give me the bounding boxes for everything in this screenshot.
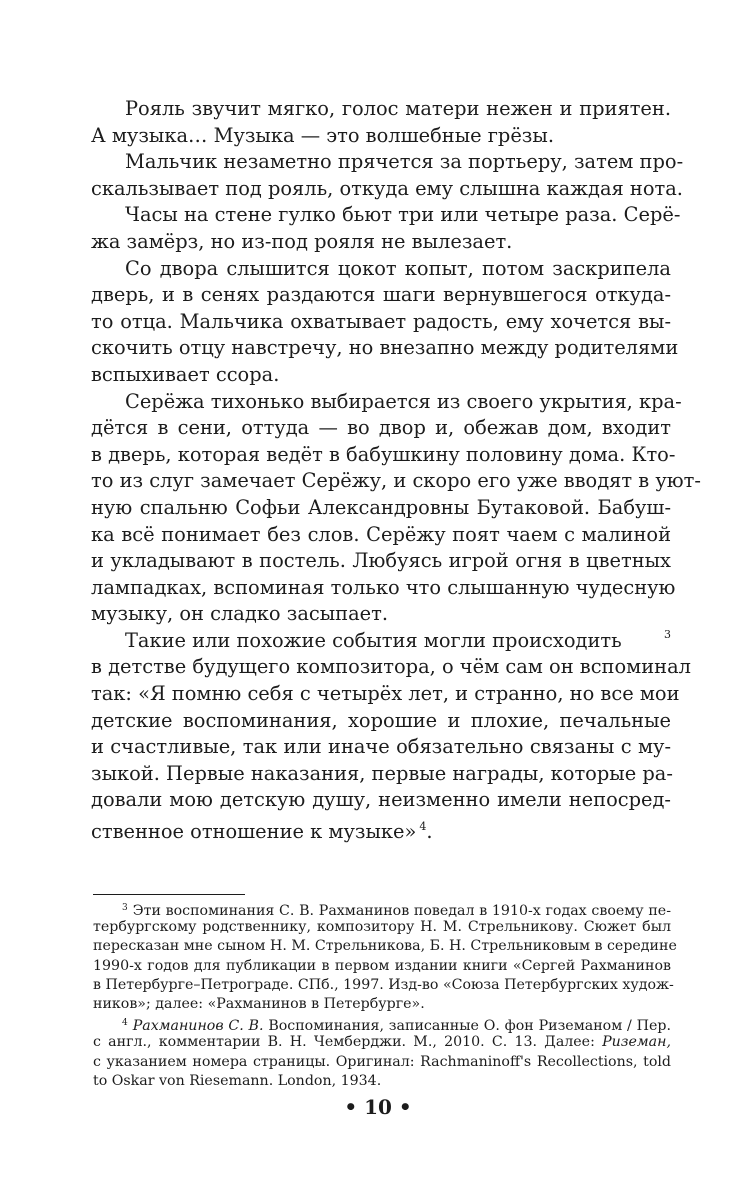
text-line: Рояль звучит мягко, голос матери нежен и приятен.	[125, 97, 671, 120]
text-line: зыкой. Первые наказания, первые награды, которые ра-	[91, 761, 673, 785]
footnote-line: в Петербурге–Петрограде. СПб., 1997. Изд-во «Союза Петербургских худож-	[93, 976, 674, 993]
footnote-line: to Oskar von Riesemann. London, 1934.	[93, 1072, 382, 1089]
text-line-content: ственное отношение к музыке»	[91, 820, 417, 844]
text-line	[91, 628, 671, 655]
text-line-content: Такие или похожие события могли происходить	[125, 628, 622, 652]
footnote-line: ников»; далее: «Рахманинов в Петербурге».	[93, 995, 425, 1012]
text-line: Со двора слышится цокот копыт, потом заскрипела	[125, 256, 671, 280]
footnote-author: Рахманинов С. В.	[132, 1018, 264, 1035]
footnote-line: пересказан мне сыном Н. М. Стрельникова, Б. Н. Стрельниковым в середине	[93, 938, 677, 955]
text-line: то отца. Мальчика охватывает радость, ему хочется вы-	[91, 309, 671, 333]
footnote-line	[93, 1014, 671, 1033]
footnote-line	[93, 1033, 671, 1052]
footnote-italic-text: Риземан,	[602, 1034, 671, 1051]
text-line: в дверь, которая ведёт в бабушкину половину дома. Кто-	[91, 442, 676, 466]
text-line: дверь, и в сенях раздаются шаги вернувшегося откуда-	[91, 283, 671, 307]
text-line: Часы на стене гулко бьют три или четыре раза. Серё-	[125, 203, 681, 227]
text-line: ственное отношение к музыке» $^4$.	[91, 820, 433, 844]
margin-footnote-mark: 3	[664, 627, 671, 641]
footnote-number: 4	[122, 1018, 128, 1029]
text-line: и укладывают в постель. Любуясь игрой огня в цветных	[91, 549, 671, 573]
text-line: жа замёрз, но из-под рояля не вылезает.	[91, 229, 513, 253]
text-line: ную спальню Софьи Александровны Бутаковой. Бабуш-	[91, 495, 671, 519]
footnote-line: тербургскому родственнику, композитору Н. М. Стрельникову. Сюжет был	[93, 919, 671, 936]
footnote-text: Воспоминания, записанные О. фон Риземаном / Пер.	[268, 1018, 671, 1035]
text-line: дётся в сени, оттуда — во двор и, обежав дом, входит	[91, 416, 671, 440]
text-line: в детстве будущего композитора, о чём сам он вспоминал	[91, 655, 691, 679]
text-line: скочить отцу навстречу, но внезапно между родителями	[91, 336, 679, 360]
footnote-ref: 4	[419, 820, 427, 834]
footnote-line: с указанием номера страницы. Оригинал: Rachmaninoff's Recollections, told	[93, 1053, 671, 1070]
text-line: лампадках, вспоминая только что слышанную чудесную	[91, 575, 676, 599]
text-line: Мальчик незаметно прячется за портьеру, затем про-	[125, 150, 684, 174]
text-line: то из слуг замечает Серёжу, и скоро его уже вводят в уют-	[91, 469, 701, 493]
footnote-line	[93, 899, 671, 918]
text-line: музыку, он сладко засыпает.	[91, 602, 389, 626]
footnotes	[93, 899, 677, 1091]
text-line: скальзывает под рояль, откуда ему слышна каждая нота.	[91, 176, 683, 200]
text-line: А музыка… Музыка — это волшебные грёзы.	[91, 123, 554, 147]
footnote-line: 1990-х годов для публикации в первом издании книги «Сергей Рахманинов	[93, 957, 671, 974]
text-line: и счастливые, так или иначе обязательно связаны с му-	[91, 735, 671, 759]
page-number: • 10 •	[344, 1095, 412, 1119]
footnote-number: 3	[122, 903, 128, 913]
text-line: детские воспоминания, хорошие и плохие, печальные	[91, 708, 671, 732]
main-text	[91, 96, 701, 844]
text-line: довали мою детскую душу, неизменно имели непосред-	[91, 788, 671, 812]
footnote-divider	[93, 894, 245, 895]
text-line: вспыхивает ссора.	[91, 362, 280, 386]
footnote-text: с англ., комментарии В. Н. Чемберджи. М., 2010. С. 13. Далее:	[93, 1034, 595, 1051]
text-line: так: «Я помню себя с четырёх лет, и странно, но все мои	[91, 682, 680, 706]
text-line: Серёжа тихонько выбирается из своего укрытия, кра-	[125, 389, 682, 413]
footnote-text: Эти воспоминания С. В. Рахманинов поведал в 1910-х годах своему пе-	[132, 903, 671, 919]
text-line: ка всё понимает без слов. Серёжу поят чаем с малиной	[91, 522, 671, 546]
